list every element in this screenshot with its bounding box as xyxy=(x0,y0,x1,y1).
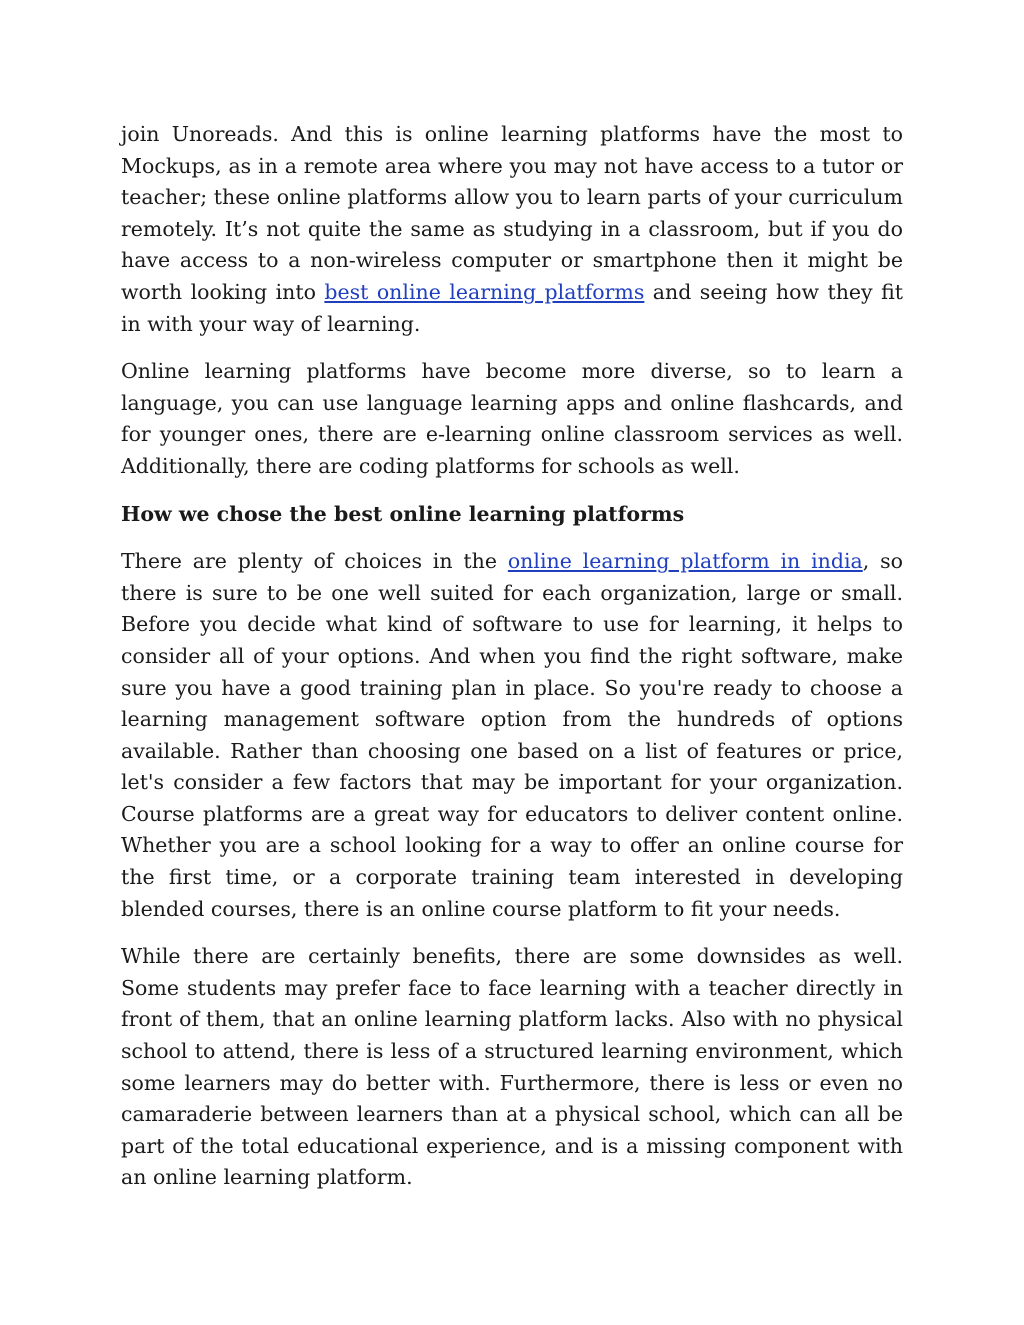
paragraph-choices xyxy=(121,546,903,925)
paragraph-downsides: While there are certainly benefits, there are some downsides as well. Some students may prefer face to face learning with a teacher directly in front of them, that an online learning platform lacks. Also with no physical school to attend, there is less of a structured learning environment, which some learners may do better with. Furthermore, there is less or even no camaraderie between learners than at a physical school, which can all be part of the total educational experience, and is a missing component with an online learning platform. xyxy=(121,944,903,1190)
paragraph-choices-text-end: , so there is sure to be one well suited for each organization, large or small. Before you decide what kind of software to use for learning, it helps to consider all of your options. And when you find the right software, make sure you have a good training plan in place. So you're ready to choose a learning management software option from the hundreds of options available. Rather than choosing one based on a list of features or price, let's consider a few factors that may be important for your organization. Course platforms are a great way for educators to deliver content online. Whether you are a school looking for a way to offer an online course for the first time, or a corporate training team interested in developing blended courses, there is an online course platform to fit your needs. xyxy=(121,549,903,921)
paragraph-intro-text-end: and seeing how they fit in with your way of learning. xyxy=(121,279,903,336)
paragraph-intro xyxy=(121,119,903,340)
paragraph-intro-text-start: join Unoreads. And this is online learning platforms have the most to Mockups, as in a remote area where you may not have access to a tutor or teacher; these online platforms allow you to learn parts of your curriculum remotely. It’s not quite the same as studying in a classroom, but if you do have access to a non-wireless computer or smartphone then it might be worth looking into xyxy=(121,122,903,304)
online-learning-platform-india-link[interactable]: online learning platform in india xyxy=(507,549,863,574)
paragraph-choices-text-start: There are plenty of choices in the xyxy=(121,549,508,574)
section-heading: How we chose the best online learning platforms xyxy=(121,501,685,526)
best-online-learning-platforms-link[interactable]: best online learning platforms xyxy=(324,279,645,304)
document-page xyxy=(121,119,903,1210)
paragraph-diversity: Online learning platforms have become more diverse, so to learn a language, you can use language learning apps and online flashcards, and for younger ones, there are e-learning online classroom services as well. Additionally, there are coding platforms for schools as well. xyxy=(121,359,903,478)
